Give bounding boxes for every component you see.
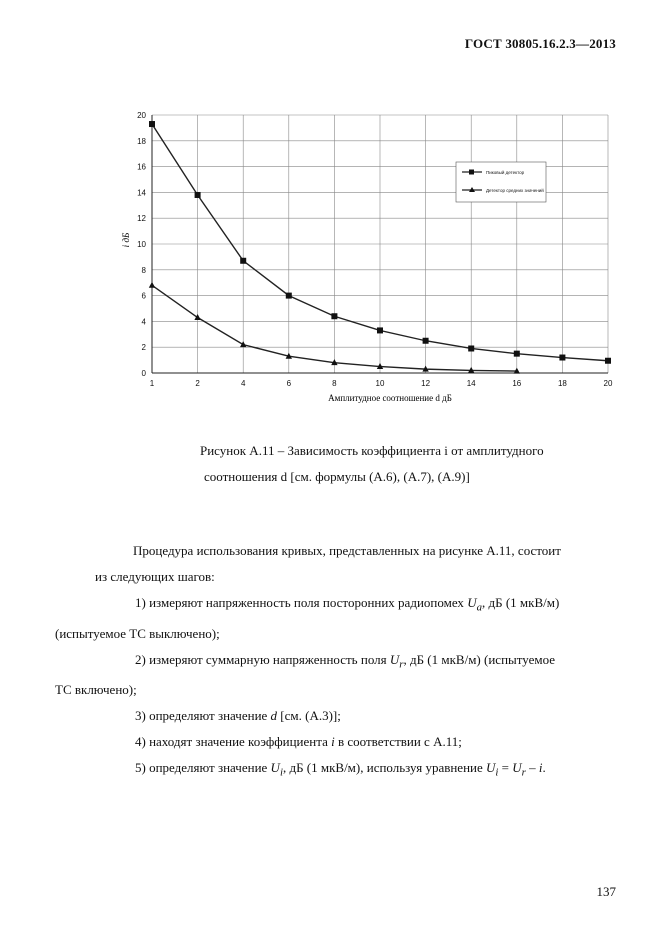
x-tick-label: 18 [557,379,567,388]
step-5 [95,755,617,786]
step-3-var: d [270,708,278,724]
document-header: ГОСТ 30805.16.2.3—2013 [464,36,616,51]
x-axis-label: Амплитудное соотношение d дБ [328,393,452,403]
x-tick-label: 2 [195,379,200,388]
data-point-square [605,358,611,364]
data-point-triangle [240,341,246,347]
step-2-unit: , дБ (1 мкВ/м) (испытуемое [403,651,556,667]
eq-equals: = [498,760,513,776]
legend-box [456,162,546,202]
chart-legend [456,162,546,202]
x-tick-label: 4 [240,379,246,388]
step-4-text: 4) находят значение коэффициента [135,734,332,750]
step-3-text: 3) определяют значение [135,708,271,724]
step-2-sub: r [399,658,404,671]
data-point-square [514,351,520,357]
data-point-square [195,192,201,198]
data-point-square [240,258,246,264]
data-point-square [468,345,474,351]
step-5-sub: i [279,766,283,779]
y-tick-label: 10 [137,240,146,249]
x-tick-label: 8 [332,379,337,388]
step-2-text: 2) измеряют суммарную напряженность поля [135,651,390,667]
eq-s2: r [521,766,526,779]
data-point-square [286,293,292,299]
data-point-triangle [149,282,155,288]
x-tick-label: 10 [375,379,385,388]
step-5-var: U [270,760,280,776]
step-2-var: U [389,651,400,667]
y-tick-labels [137,111,146,378]
y-tick-label: 16 [137,162,146,172]
caption-line-1: Рисунок А.11 – Зависимость коэффициента i от амплитудного [200,443,544,458]
x-tick-label: 12 [421,379,431,388]
step-1-text: 1) измеряют напряженность поля посторонних радиопомех [135,595,468,610]
step-1-unit: , дБ (1 мкВ/м) [482,595,560,610]
step-1-var: U [467,595,477,610]
y-tick-label: 18 [137,136,146,146]
y-tick-label: 12 [137,214,146,224]
procedure-text [55,538,617,786]
eq-end: . [542,760,546,776]
legend-marker-square [469,170,474,175]
legend-entry: Пиковый детектор [486,170,525,175]
x-tick-label: 20 [603,379,613,388]
eq-minus: – [525,760,539,776]
legend-entry: Детектор средних значений [486,188,544,193]
intro-line-1: Процедура использования кривых, представленных на рисунке А.11, состоит [133,543,561,558]
y-tick-label: 0 [141,369,146,378]
chart-grid [152,115,608,373]
figure-caption [200,438,620,490]
step-1-sub: a [476,601,482,614]
y-tick-label: 6 [141,291,146,301]
y-tick-label: 8 [141,265,146,275]
y-tick-label: 20 [137,111,146,120]
x-tick-labels [150,379,613,388]
eq-s1: i [495,766,499,779]
y-tick-label: 2 [141,343,146,353]
step-5-text: 5) определяют значение [135,760,271,776]
y-axis-label: i дБ [121,232,131,248]
coefficient-chart [100,100,620,420]
x-tick-label: 16 [512,379,522,388]
step-3 [95,703,617,729]
step-2 [55,647,617,704]
eq-i: i [538,760,543,776]
intro-paragraph [95,538,617,590]
step-5-unit: , дБ (1 мкВ/м), используя уравнение [282,760,487,776]
eq-u2: U [512,760,522,776]
y-tick-label: 4 [141,317,146,327]
data-point-square [559,355,565,361]
page-number: 137 [596,884,616,899]
data-point-square [377,327,383,333]
step-1-continuation: (испытуемое ТС выключено); [55,625,220,641]
step-1 [55,590,617,647]
y-tick-label: 14 [137,188,146,198]
x-tick-label: 6 [286,379,292,388]
data-point-square [331,313,337,319]
step-4 [95,729,617,755]
eq-u1: U [486,760,496,776]
x-tick-label: 1 [149,379,155,388]
data-point-triangle [194,314,200,320]
intro-line-2: из следующих шагов: [95,569,215,584]
x-tick-label: 14 [466,379,476,388]
step-3-ref: [см. (А.3)]; [277,708,341,724]
caption-line-2: соотношения d [см. формулы (А.6), (А.7), (А.9)] [204,469,470,484]
step-4-var: i [331,734,335,750]
step-2-continuation: ТС включено); [55,682,137,698]
data-point-square [423,338,429,344]
step-4-ref: в соответствии с А.11; [334,734,462,750]
data-point-square [149,121,155,127]
